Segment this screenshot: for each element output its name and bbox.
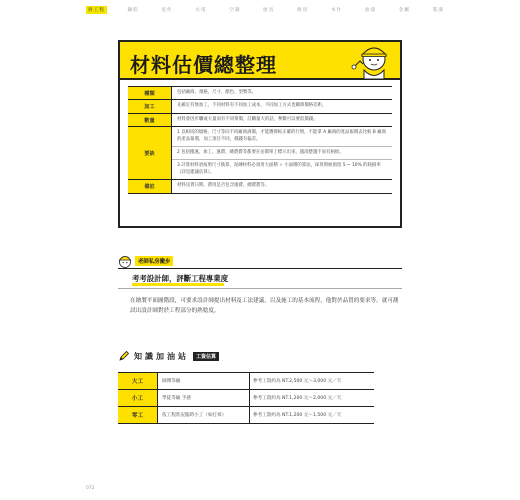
knowledge-tag: 工資估算 <box>193 352 219 361</box>
table-row <box>118 390 374 407</box>
teacher-badge <box>118 254 173 268</box>
knowledge-title: 知識加油站 <box>134 351 189 361</box>
table-row <box>118 407 374 424</box>
table-row <box>118 373 374 390</box>
page-number: 072 <box>86 486 95 491</box>
teacher-title: 考考設計師，評斷工程專業度 <box>132 274 229 283</box>
tip-item: 2 包括搬運、加工、運費、總費費等都要在估價單上標示出來，越清楚越不易有糾紛。 <box>172 147 392 160</box>
wage-label: 零工 <box>118 407 158 423</box>
nav-item-rebar[interactable]: 鋼筋 <box>127 8 139 13</box>
nav-item-woodwork[interactable]: 木作 <box>330 8 343 13</box>
wage-price: 參考工資約為 NT.1,200 元～1,500 元／天 <box>253 413 342 418</box>
teacher-text: 在繪製平面圖階段，可要求設計師提出材料及工法建議，以及施工的基本流程，他對於品質的要求等，就可測試出設計師對於工程部分的熟稔度。 <box>130 298 399 314</box>
row-label: 加工 <box>128 100 172 112</box>
divider <box>118 268 402 269</box>
teacher-label: 老師私房撇步 <box>135 256 173 266</box>
wage-table <box>118 372 374 424</box>
row-label: 備註 <box>128 180 172 192</box>
section-nav <box>86 4 446 16</box>
material-estimate-card <box>118 40 402 228</box>
row-processing <box>128 100 392 113</box>
wage-desc: 依工程狀況臨時小工（如打掃） <box>158 407 250 423</box>
nav-item-plumbing[interactable]: 水電 <box>195 8 207 13</box>
row-text: 先確定有無加工，不同材料有不同加工成本，不同加工方式也關係價格差距。 <box>177 103 327 109</box>
tip-item: 1 以相同的規格、尺寸等向不同廠商詢價，才能選擇較正確的行情，不能拿 A 廠商的產品報價去比較 B 廠商的產品報價，加工項目不同，價錢有偏差。 <box>172 127 392 147</box>
wage-desc: 師傅等級 <box>158 373 250 389</box>
card-title: 材料估價總整理 <box>130 53 277 77</box>
wage-desc: 學徒等級 手感 <box>158 390 250 406</box>
nav-item-decoration[interactable]: 裝潢 <box>432 8 444 13</box>
row-text: 材料會因步驟或大量而有不同單價，訂購量大的話，參數可以要低價錢。 <box>177 116 318 122</box>
wage-price: 參考工資約為 NT.2,500 元～3,000 元／天 <box>253 379 342 384</box>
card-header <box>120 42 400 80</box>
row-label: 種類 <box>128 87 172 99</box>
wage-label: 大工 <box>118 373 158 389</box>
nav-item-demolition[interactable]: 拆工程 <box>88 8 105 13</box>
title-highlight <box>132 283 224 286</box>
row-text: 包括廠商、規格、尺寸、顏色、型號等。 <box>177 90 257 95</box>
tip-item: 3 計算材料須按照尺寸換算，泥磚材料必須用大面積 ÷ 小面積的算法，採買時候預留 5 ~ 10% 的耗損率（詳見建議估算）。 <box>177 163 381 175</box>
wage-price: 參考工資約為 NT.1,200 元～2,000 元／天 <box>253 396 342 401</box>
row-type <box>128 86 392 100</box>
nav-item-painting[interactable]: 油漆 <box>364 8 377 13</box>
worker-mascot-icon <box>346 43 396 79</box>
nav-item-kitchen[interactable]: 廚具 <box>263 8 275 13</box>
nav-item-aircon[interactable]: 空調 <box>229 8 241 13</box>
estimate-table <box>128 86 392 194</box>
nav-item-metal[interactable]: 金屬 <box>398 8 410 13</box>
row-tips <box>128 127 392 180</box>
pencil-icon <box>118 350 130 362</box>
nav-item-bathroom[interactable]: 衛浴 <box>297 8 309 13</box>
row-quantity <box>128 114 392 127</box>
row-text: 材料送貨日期、費用是否包含運費、總費費等。 <box>177 183 270 189</box>
divider <box>118 288 402 289</box>
knowledge-header <box>118 350 219 362</box>
nav-item-masonry[interactable]: 泥作 <box>161 8 173 13</box>
row-label: 數量 <box>128 114 172 126</box>
row-notes <box>128 180 392 193</box>
row-label: 要訣 <box>128 127 172 179</box>
teacher-face-icon <box>118 254 132 268</box>
wage-label: 小工 <box>118 390 158 406</box>
